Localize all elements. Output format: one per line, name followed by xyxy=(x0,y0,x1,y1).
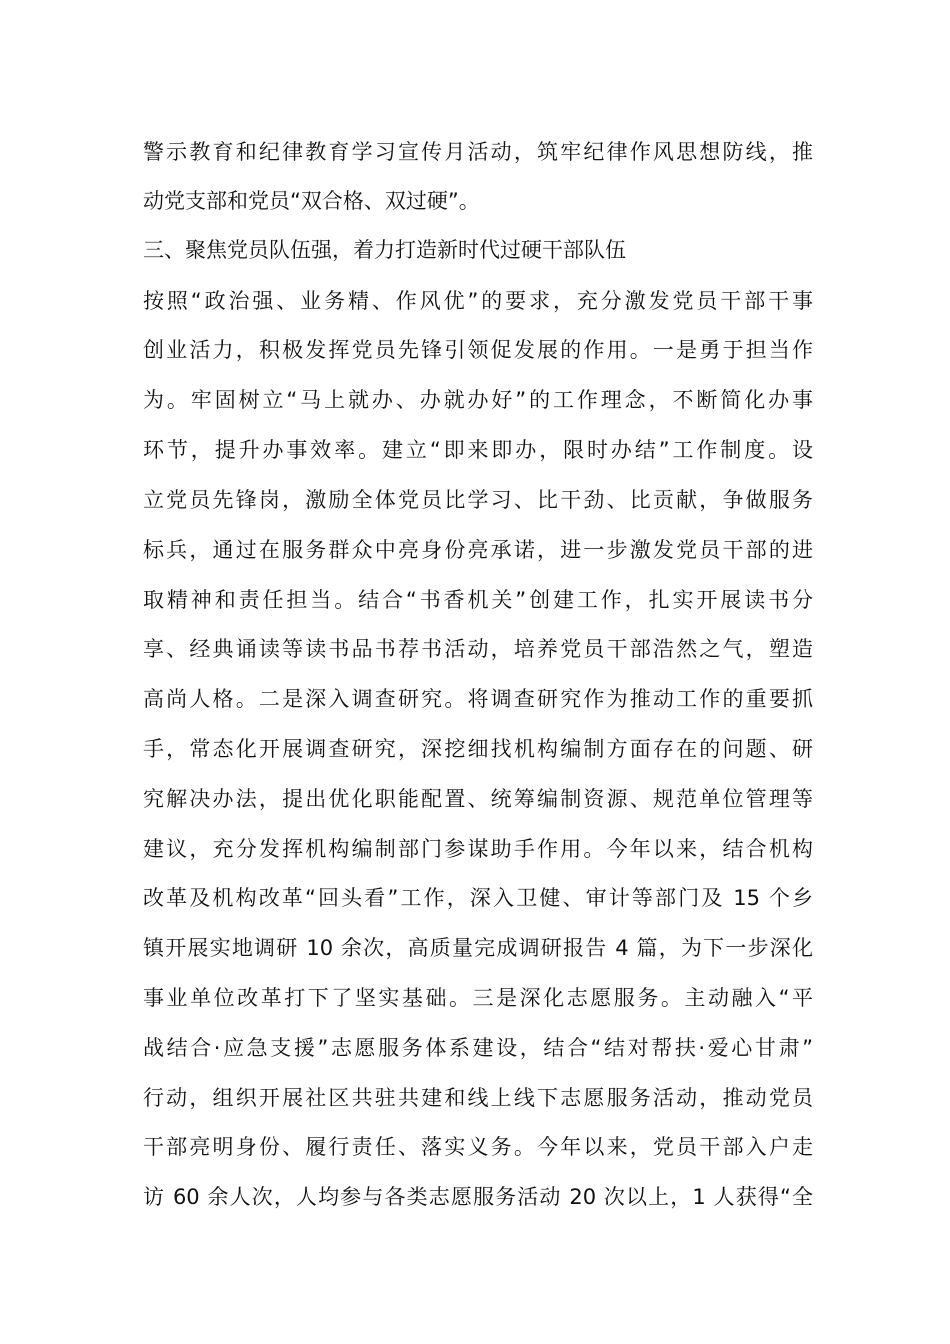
text-line-18: 事业单位改革打下了坚实基础。三是深化志愿服务。主动融入“平 xyxy=(143,986,813,1010)
text-line-11: 享、经典诵读等读书品书荐书活动，培养党员干部浩然之气，塑造 xyxy=(143,637,813,661)
text-line-21: 干部亮明身份、履行责任、落实义务。今年以来，党员干部入户走 xyxy=(143,1135,813,1159)
text-line-19: 战结合·应急支援”志愿服务体系建设，结合“结对帮扶·爱心甘肃” xyxy=(143,1036,813,1060)
text-line-22: 访 60 余人次，人均参与各类志愿服务活动 20 次以上，1 人获得“全 xyxy=(143,1185,813,1209)
section-heading: 三、聚焦党员队伍强，着力打造新时代过硬干部队伍 xyxy=(143,238,626,262)
text-line-5: 创业活力，积极发挥党员先锋引领促发展的作用。一是勇于担当作 xyxy=(143,338,813,362)
text-line-2: 动党支部和党员“双合格、双过硬”。 xyxy=(143,189,480,213)
text-line-17: 镇开展实地调研 10 余次，高质量完成调研报告 4 篇，为下一步深化 xyxy=(143,936,813,960)
text-line-15: 建议，充分发挥机构编制部门参谋助手作用。今年以来，结合机构 xyxy=(143,837,813,861)
text-line-14: 究解决办法，提出优化职能配置、统筹编制资源、规范单位管理等 xyxy=(143,787,813,811)
text-line-10: 取精神和责任担当。结合“书香机关”创建工作，扎实开展读书分 xyxy=(143,588,813,612)
text-line-6: 为。牢固树立“马上就办、办就办好”的工作理念，不断简化办事 xyxy=(143,388,813,412)
text-line-16: 改革及机构改革“回头看”工作，深入卫健、审计等部门及 15 个乡 xyxy=(143,886,813,910)
text-line-9: 标兵，通过在服务群众中亮身份亮承诺，进一步激发党员干部的进 xyxy=(143,538,813,562)
text-line-8: 立党员先锋岗，激励全体党员比学习、比干劲、比贡献，争做服务 xyxy=(143,488,813,512)
text-line-1: 警示教育和纪律教育学习宣传月活动，筑牢纪律作风思想防线，推 xyxy=(143,140,813,164)
text-line-4: 按照“政治强、业务精、作风优”的要求，充分激发党员干部干事 xyxy=(143,289,813,313)
text-line-20: 行动，组织开展社区共驻共建和线上线下志愿服务活动，推动党员 xyxy=(143,1086,813,1110)
text-line-12: 高尚人格。二是深入调查研究。将调查研究作为推动工作的重要抓 xyxy=(143,687,813,711)
text-line-13: 手，常态化开展调查研究，深挖细找机构编制方面存在的问题、研 xyxy=(143,737,813,761)
text-line-7: 环节，提升办事效率。建立“即来即办，限时办结”工作制度。设 xyxy=(143,438,813,462)
